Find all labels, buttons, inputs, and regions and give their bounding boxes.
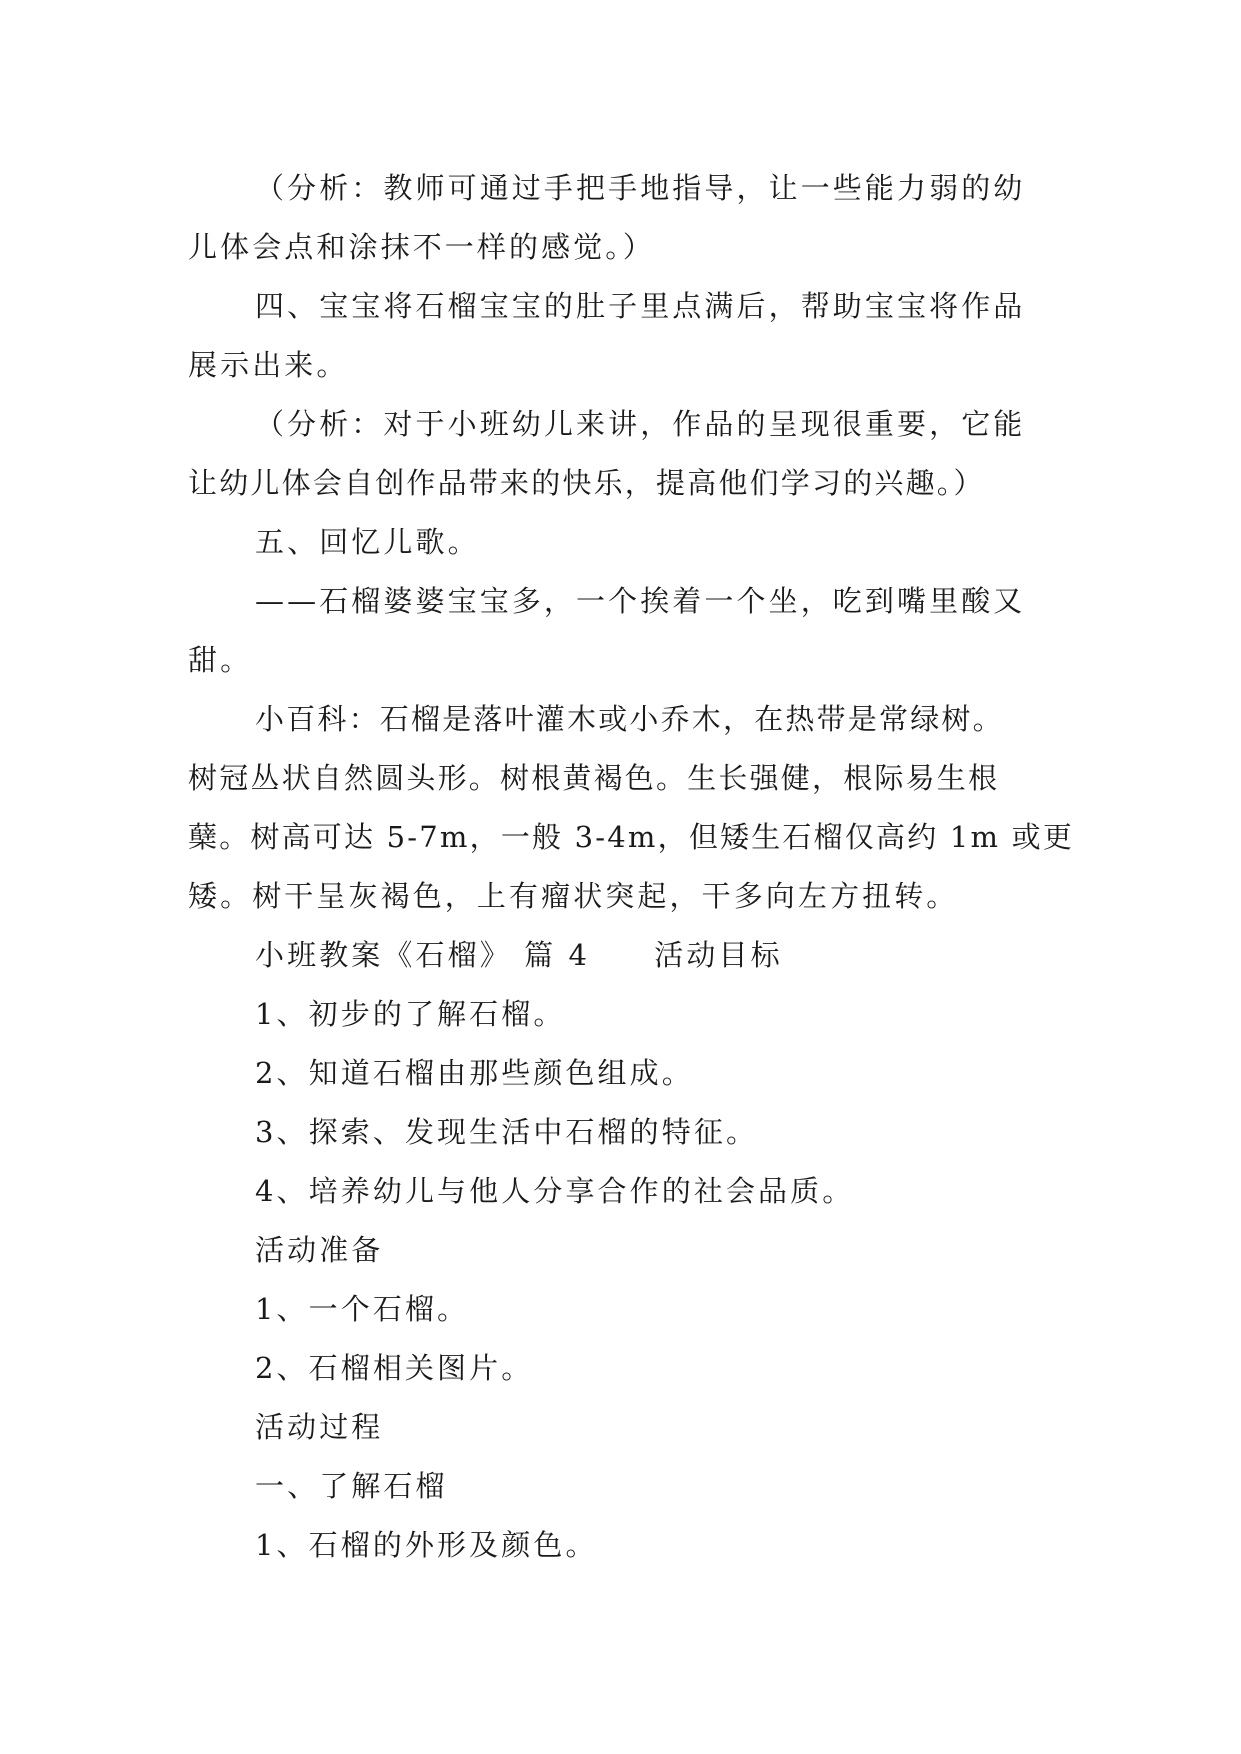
- section-heading: 活动准备: [255, 1233, 384, 1267]
- list-item: 4、培养幼儿与他人分享合作的社会品质。: [255, 1174, 855, 1208]
- list-item: 1、一个石榴。: [255, 1292, 470, 1326]
- paragraph-line: 四、宝宝将石榴宝宝的肚子里点满后，帮助宝宝将作品: [255, 289, 1026, 323]
- paragraph-line: 五、回忆儿歌。: [255, 525, 480, 559]
- paragraph-line: ——石榴婆婆宝宝多，一个挨着一个坐，吃到嘴里酸又: [255, 584, 1026, 618]
- list-item: 2、知道石榴由那些颜色组成。: [255, 1056, 694, 1090]
- section-heading: 小班教案《石榴》 篇 4 活动目标: [255, 938, 783, 972]
- list-item: 3、探索、发现生活中石榴的特征。: [255, 1115, 759, 1149]
- paragraph-line: （分析：对于小班幼儿来讲，作品的呈现很重要，它能: [255, 407, 1026, 441]
- paragraph-line: 甜。: [188, 643, 253, 677]
- subsection-heading: 一、了解石榴: [255, 1469, 448, 1503]
- list-item: 1、石榴的外形及颜色。: [255, 1528, 598, 1562]
- paragraph-line: （分析：教师可通过手把手地指导，让一些能力弱的幼: [255, 171, 1026, 205]
- section-heading: 活动过程: [255, 1410, 384, 1444]
- paragraph-line: 小百科：石榴是落叶灌木或小乔木，在热带是常绿树。: [255, 702, 1004, 736]
- list-item: 2、石榴相关图片。: [255, 1351, 534, 1385]
- paragraph-line: 蘖。树高可达 5-7m，一般 3-4m，但矮生石榴仅高约 1m 或更: [188, 820, 1075, 854]
- paragraph-line: 儿体会点和涂抹不一样的感觉。）: [188, 230, 656, 264]
- paragraph-line: 让幼儿体会自创作品带来的快乐，提高他们学习的兴趣。）: [188, 466, 985, 500]
- list-item: 1、初步的了解石榴。: [255, 997, 566, 1031]
- paragraph-line: 树冠丛状自然圆头形。树根黄褐色。生长强健，根际易生根: [188, 761, 1000, 795]
- paragraph-line: 矮。树干呈灰褐色，上有瘤状突起，干多向左方扭转。: [188, 879, 959, 913]
- paragraph-line: 展示出来。: [188, 348, 349, 382]
